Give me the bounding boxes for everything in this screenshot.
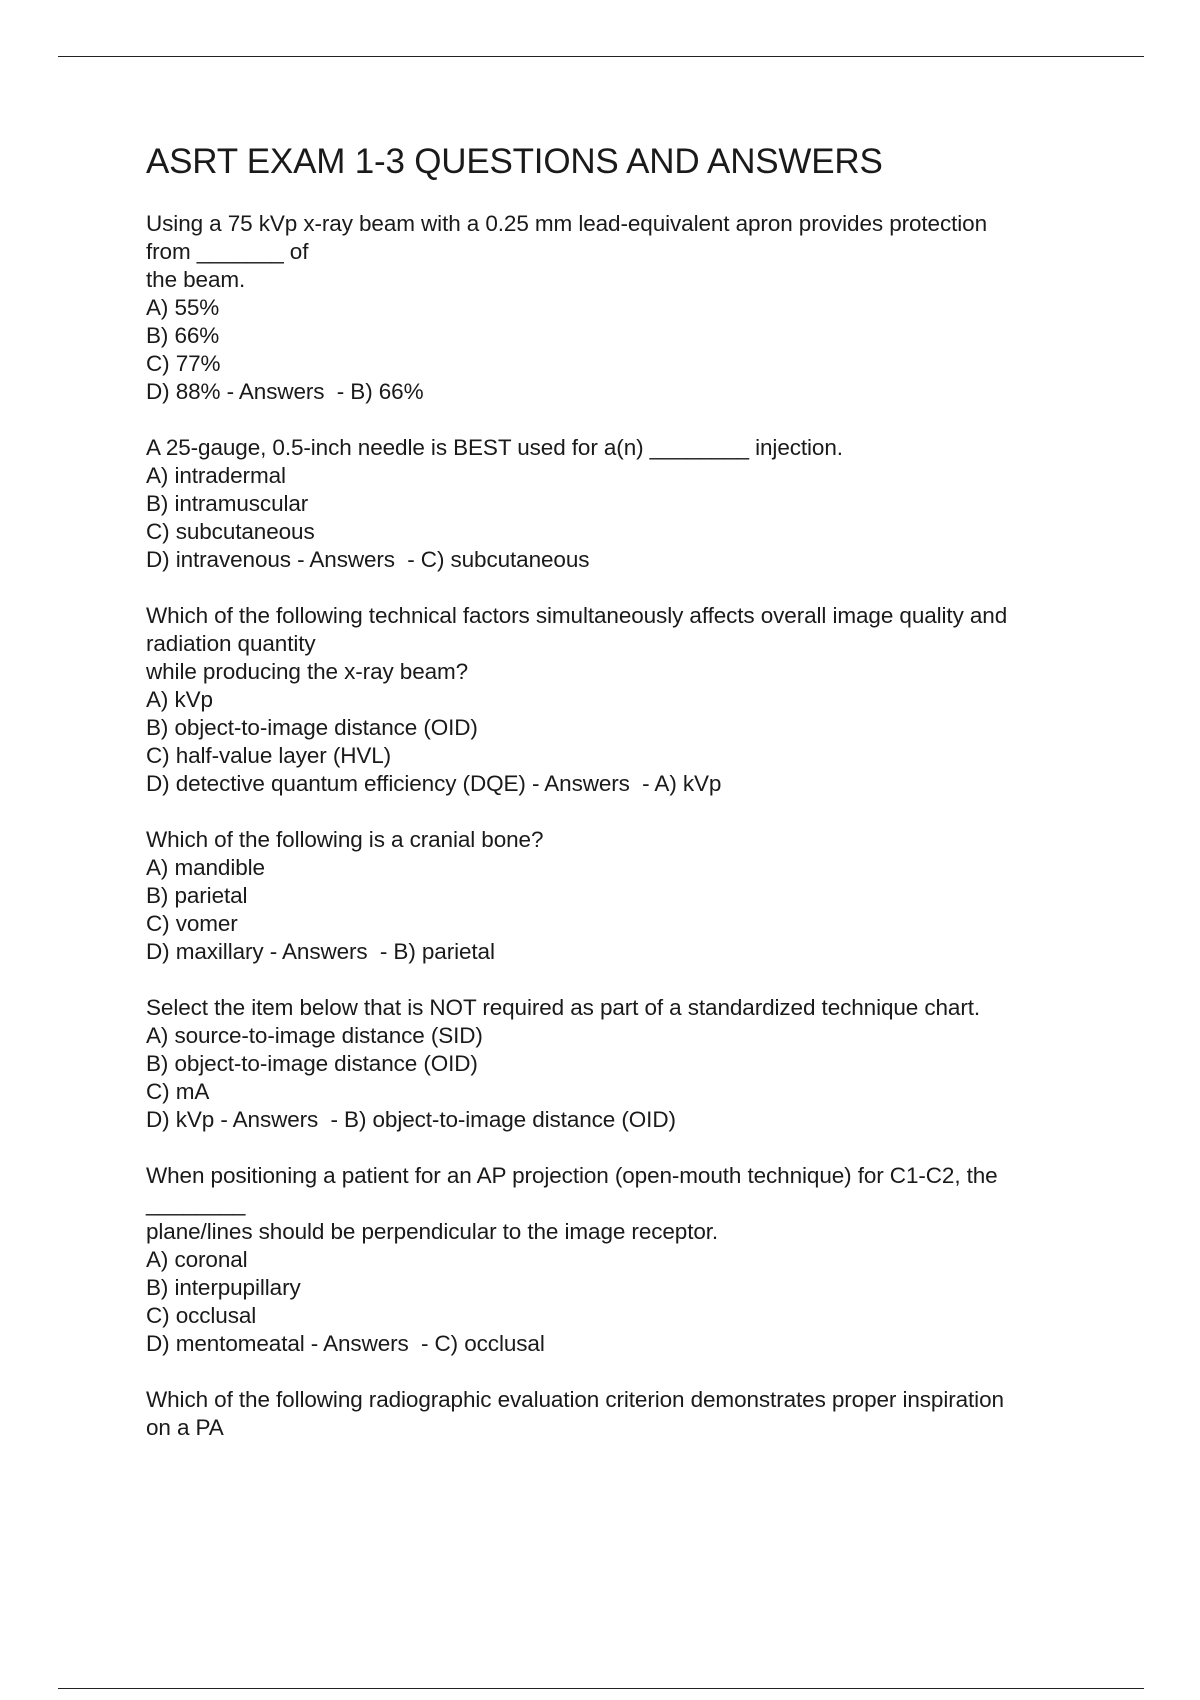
page-bottom-rule [58, 1688, 1144, 1689]
document-body [146, 140, 1096, 1470]
document-title: ASRT EXAM 1-3 QUESTIONS AND ANSWERS [146, 142, 883, 181]
answer-option-with-key: D) detective quantum efficiency (DQE) - Answers - A) kVp [146, 771, 722, 796]
answer-option: B) 66% [146, 323, 220, 348]
answer-option: B) interpupillary [146, 1275, 301, 1300]
question-text: Which of the following is a cranial bone? [146, 827, 544, 852]
answer-option: A) coronal [146, 1247, 248, 1272]
answer-option-with-key: D) intravenous - Answers - C) subcutaneous [146, 547, 590, 572]
answer-option: B) intramuscular [146, 491, 309, 516]
answer-option: C) subcutaneous [146, 519, 315, 544]
question-block [146, 826, 1096, 966]
answer-option: C) mA [146, 1079, 210, 1104]
question-block [146, 210, 1096, 406]
answer-option: C) vomer [146, 911, 238, 936]
answer-option-with-key: D) 88% - Answers - B) 66% [146, 379, 424, 404]
answer-option: B) parietal [146, 883, 248, 908]
question-text: from _______ of [146, 239, 309, 264]
answer-option-with-key: D) maxillary - Answers - B) parietal [146, 939, 495, 964]
answer-option: A) source-to-image distance (SID) [146, 1023, 483, 1048]
question-text: plane/lines should be perpendicular to the image receptor. [146, 1219, 719, 1244]
answer-option: C) half-value layer (HVL) [146, 743, 392, 768]
question-block [146, 434, 1096, 574]
answer-option-with-key: D) mentomeatal - Answers - C) occlusal [146, 1331, 545, 1356]
answer-option: C) 77% [146, 351, 221, 376]
answer-option: A) mandible [146, 855, 265, 880]
question-text: A 25-gauge, 0.5-inch needle is BEST used for a(n) ________ injection. [146, 435, 843, 460]
question-text: on a PA [146, 1415, 224, 1440]
answer-option: A) 55% [146, 295, 220, 320]
question-text: the beam. [146, 267, 246, 292]
question-text: while producing the x-ray beam? [146, 659, 469, 684]
question-block [146, 1162, 1096, 1358]
question-text: Select the item below that is NOT required as part of a standardized technique chart. [146, 995, 981, 1020]
answer-option: B) object-to-image distance (OID) [146, 715, 478, 740]
question-text: radiation quantity [146, 631, 316, 656]
question-block [146, 1386, 1096, 1442]
answer-option: A) kVp [146, 687, 213, 712]
question-block [146, 994, 1096, 1134]
question-text: Using a 75 kVp x-ray beam with a 0.25 mm lead-equivalent apron provides protection [146, 211, 987, 236]
question-text: ________ [146, 1191, 246, 1216]
answer-option: B) object-to-image distance (OID) [146, 1051, 478, 1076]
answer-option-with-key: D) kVp - Answers - B) object-to-image distance (OID) [146, 1107, 676, 1132]
question-text: When positioning a patient for an AP projection (open-mouth technique) for C1-C2, the [146, 1163, 998, 1188]
question-block [146, 602, 1096, 798]
question-text: Which of the following technical factors simultaneously affects overall image quality and [146, 603, 1008, 628]
answer-option: A) intradermal [146, 463, 286, 488]
page-top-rule [58, 56, 1144, 57]
answer-option: C) occlusal [146, 1303, 257, 1328]
question-text: Which of the following radiographic evaluation criterion demonstrates proper inspiration [146, 1387, 1004, 1412]
